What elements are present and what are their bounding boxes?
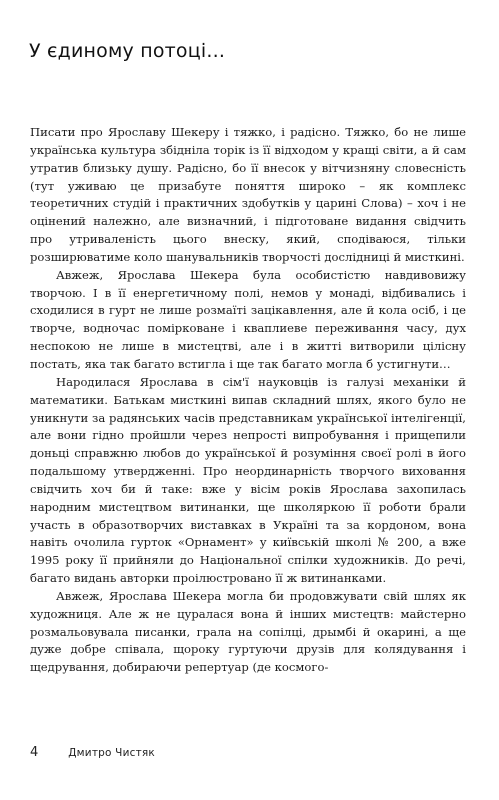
- page-number: 4: [30, 745, 39, 760]
- paragraph-2: Авжеж, Ярослава Шекера була особистістю навдивовижу творчою. І в її енергетичному полі, немов у монаді, відбивались і сходилися в гурт не лише розмаїті зацікавлення, але й кола осіб, і це творче, водночас поміркованe і кваплиеве переживання часу, дух неспокою не лише в мистецтві, але і в житті витворили цілісну постать, яка так багато встигла і ще так багато могла б устигнути…: [30, 267, 466, 371]
- paragraph-3: Народилася Ярослава в сім'ї науковців із галузі механіки й математики. Батькам мисткині випав складний шлях, якого було не уникнути за радянських часів представникам української інтелігенції, але вони гідно пройшли через непрості випробування і прищепили доньці справжню любов до української й розуміння своєї ролі в його подальшому утвердженні. Про неординарність творчого виховання свідчить хоч би й таке: вже у вісім років Ярослава захопилась народним мистецтвом витинанки, ще школяркою її роботи брали участь в образотворчих виставках в Україні та за кордоном, вона навіть очолила гурток «Орнамент» у київській школі № 200, а вже 1995 року її прийняли до Національної спілки художників. До речі, багато видань авторки проілюстровано її ж витинанками.: [30, 374, 466, 586]
- running-footer-author: Дмитро Чистяк: [68, 747, 155, 759]
- paragraph-1: Писати про Ярославу Шекеру і тяжко, і радісно. Тяжко, бо не лише українська культура збідніла торік із її відходом у кращі світи, а й сам утратив близьку душу. Радісно, бо її внесок у вітчизняну словесність (тут уживаю це призабуте поняття широко – як комплекс теоретичних студій і практичних здобутків у царині Слова) – хоч і не оцінений належно, але визначний, і підготоване видання свідчить про утриваленість цього внеску, який, сподіваюся, тільки розширюватиме коло шанувальників творчості дослідниці й мисткині.: [30, 125, 466, 264]
- body-text: [30, 124, 466, 677]
- paragraph-4: Авжеж, Ярослава Шекера могла би продовжувати свій шлях як художниця. Але ж не цуралася вона й інших мистецтв: майстерно розмальовувала писанки, грала на сопілці, дрымбі й окарині, а ще дуже добре співала, щороку гуртуючи друзів для колядування і щедрування, добираючи репертуар (де космого-: [30, 588, 466, 675]
- page-footer: [30, 745, 155, 760]
- chapter-title: У єдиному потоці...: [29, 40, 226, 62]
